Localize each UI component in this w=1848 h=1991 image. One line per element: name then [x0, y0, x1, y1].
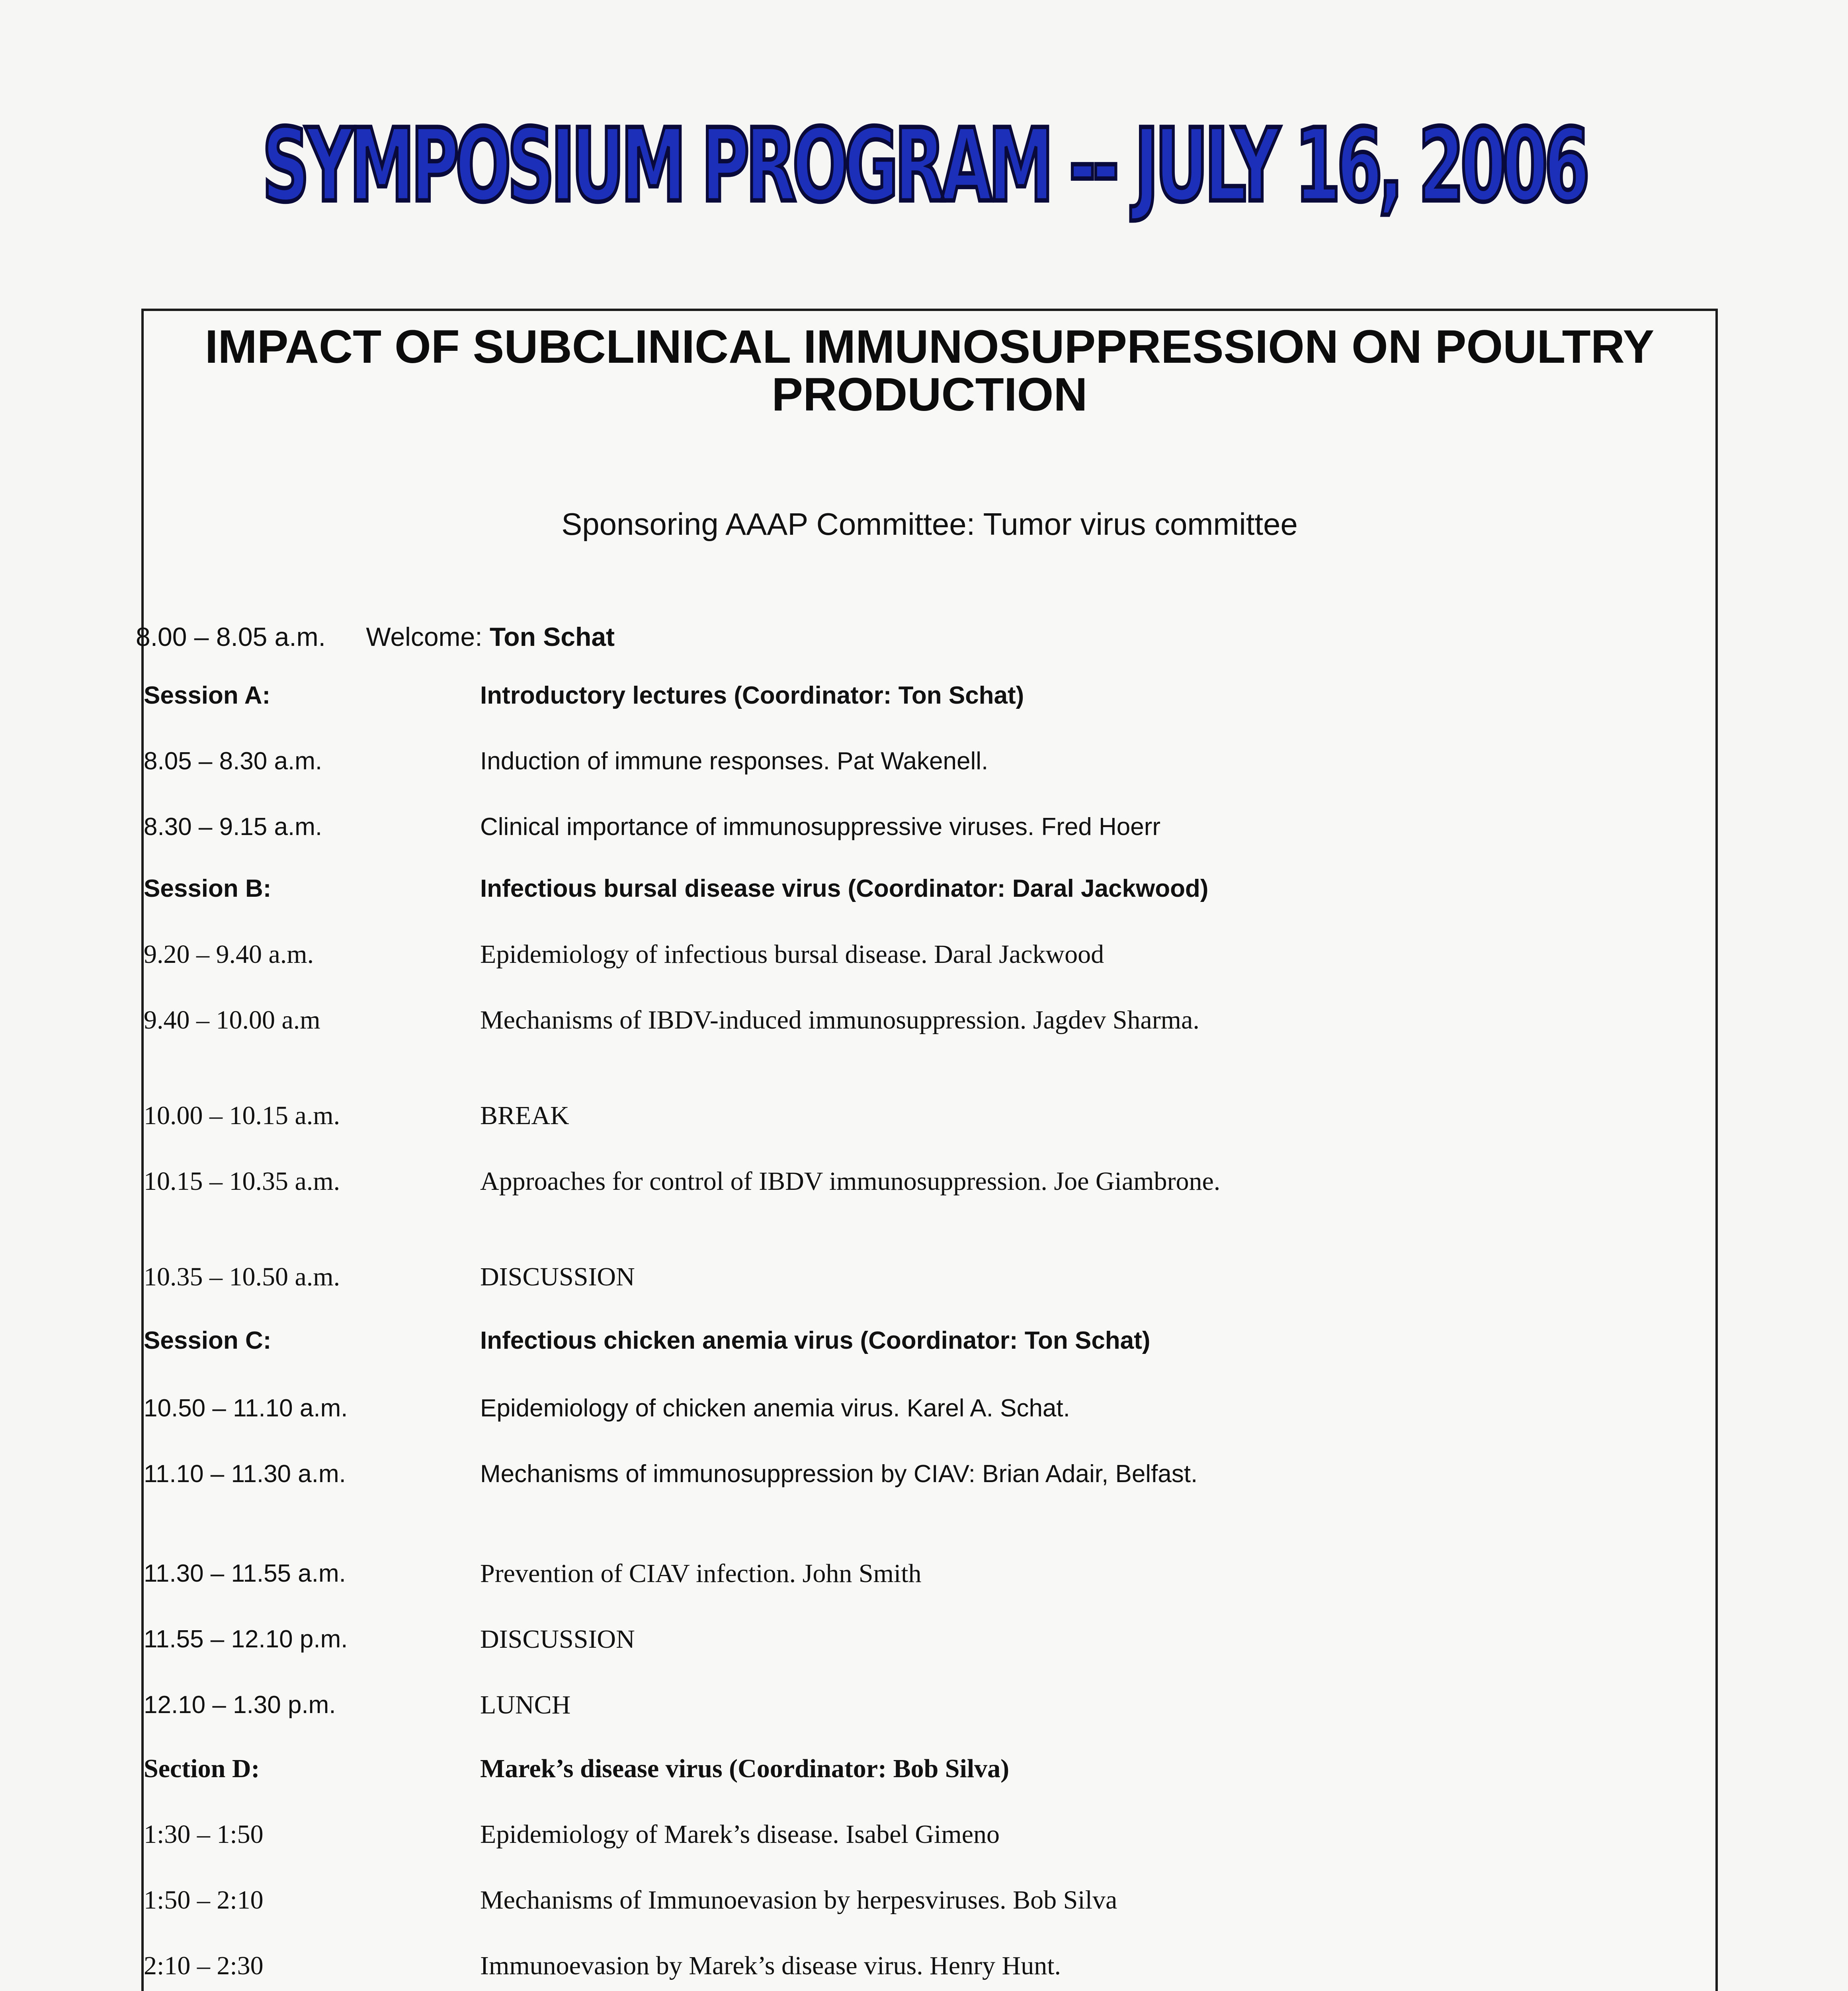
welcome-time: 8.00 – 8.05 a.m. [136, 622, 326, 651]
row-time: 11.55 – 12.10 p.m. [144, 1625, 348, 1653]
program-title: IMPACT OF SUBCLINICAL IMMUNOSUPPRESSION ON POULTRY PRODUCTION [205, 321, 1655, 421]
sponsor-line [144, 506, 1715, 542]
sponsor-suffix: Committee: Tumor virus committee [816, 507, 1298, 542]
row-description: Infectious chicken anemia virus (Coordinator: Ton Schat) [480, 1327, 1151, 1354]
row-time: 1:50 – 2:10 [144, 1885, 264, 1915]
row-description: Epidemiology of chicken anemia virus. Karel A. Schat. [480, 1394, 1070, 1422]
row-time: 8.05 – 8.30 a.m. [144, 747, 322, 775]
row-description: Induction of immune responses. Pat Wakenell. [480, 747, 988, 775]
row-time: 10.35 – 10.50 a.m. [144, 1262, 340, 1291]
welcome-label: Welcome: [366, 622, 483, 651]
row-time: 1:30 – 1:50 [144, 1820, 264, 1849]
row-description: Clinical importance of immunosuppressive viruses. Fred Hoerr [480, 813, 1161, 841]
welcome-speaker: Ton Schat [489, 622, 615, 651]
program-box [136, 309, 1718, 1991]
row-description: Mechanisms of Immunoevasion by herpesviruses. Bob Silva [480, 1885, 1117, 1915]
row-time: 11.30 – 11.55 a.m. [144, 1560, 346, 1587]
row-time: Session B: [144, 875, 272, 902]
row-time: 11.10 – 11.30 a.m. [144, 1460, 346, 1488]
banner-title: SYMPOSIUM PROGRAM -- JULY 16, 2006 [262, 108, 1586, 225]
row-time: 9.20 – 9.40 a.m. [144, 940, 314, 969]
row-description: Infectious bursal disease virus (Coordinator: Daral Jackwood) [480, 875, 1209, 902]
row-time: 9.40 – 10.00 a.m [144, 1005, 320, 1035]
row-description: Mechanisms of IBDV-induced immunosuppression. Jagdev Sharma. [480, 1005, 1199, 1035]
row-time: Session C: [144, 1327, 272, 1354]
row-time: 10.50 – 11.10 a.m. [144, 1394, 348, 1422]
row-time: 2:10 – 2:30 [144, 1951, 264, 1980]
row-description: Prevention of CIAV infection. John Smith [480, 1559, 922, 1588]
row-description: DISCUSSION [480, 1262, 635, 1291]
sponsor-prefix: Sponsoring AAAP [561, 507, 808, 542]
welcome-row [136, 622, 615, 652]
row-description: Mechanisms of immunosuppression by CIAV: Brian Adair, Belfast. [480, 1460, 1198, 1488]
row-description: Epidemiology of Marek’s disease. Isabel Gimeno [480, 1820, 1000, 1849]
row-time: Session A: [144, 682, 271, 709]
row-time: Section D: [144, 1754, 260, 1783]
row-description: Epidemiology of infectious bursal disease. Daral Jackwood [480, 940, 1104, 969]
row-time: 8.30 – 9.15 a.m. [144, 813, 322, 841]
row-description: BREAK [480, 1101, 569, 1130]
row-time: 10.15 – 10.35 a.m. [144, 1167, 340, 1196]
row-description: Immunoevasion by Marek’s disease virus. Henry Hunt. [480, 1951, 1061, 1980]
row-description: Introductory lectures (Coordinator: Ton Schat) [480, 682, 1024, 709]
row-description: Approaches for control of IBDV immunosuppression. Joe Giambrone. [480, 1167, 1221, 1196]
row-description: LUNCH [480, 1690, 571, 1719]
row-time: 10.00 – 10.15 a.m. [144, 1101, 340, 1130]
row-time: 12.10 – 1.30 p.m. [144, 1691, 336, 1719]
row-description: Marek’s disease virus (Coordinator: Bob Silva) [480, 1754, 1010, 1783]
row-description: DISCUSSION [480, 1625, 635, 1654]
